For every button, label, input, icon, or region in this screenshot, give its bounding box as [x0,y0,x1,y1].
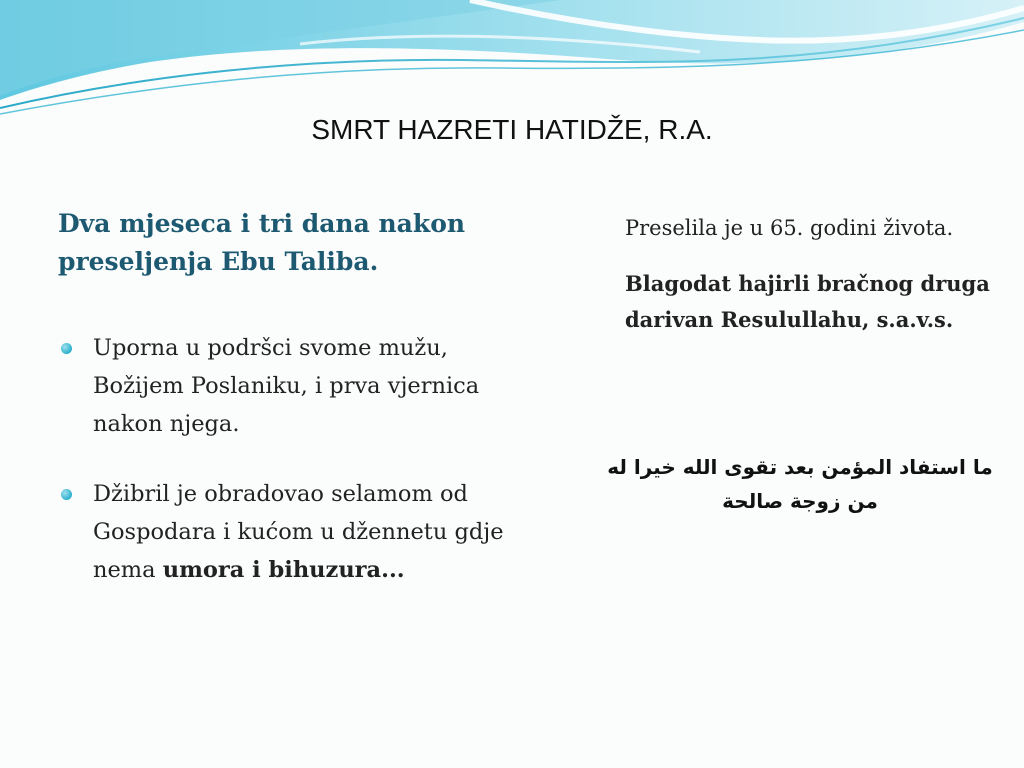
bullet-list [58,329,518,589]
bullet-text: Džibril je obradovao selamom od Gospodara i kućom u džennetu gdje nema [93,481,504,583]
left-heading: Dva mjeseca i tri dana nakon preseljenja Ebu Taliba. [58,209,466,276]
left-column [58,205,528,583]
bullet-text: Uporna u podršci svome mužu, Božijem Poslaniku, i prva vjernica nakon njega. [93,335,480,437]
right-column [625,210,995,338]
arabic-quote: ما استفاد المؤمن بعد تقوى الله خيرا له من زوجة صالحة [607,455,993,513]
header-wave-decoration [0,0,1024,120]
bullet-text-bold: umora i bihuzura... [162,557,405,583]
bullet-dot-icon [61,343,72,354]
bullet-item [58,329,518,443]
slide-title: SMRT HAZRETI HATIDŽE, R.A. [311,114,713,145]
right-paragraph-1: Preselila je u 65. godini života. [625,216,954,240]
right-paragraph-2: Blagodat hajirli bračnog druga darivan Resulullahu, s.a.v.s. [625,271,990,332]
bullet-dot-icon [61,489,72,500]
bullet-item [58,475,518,589]
